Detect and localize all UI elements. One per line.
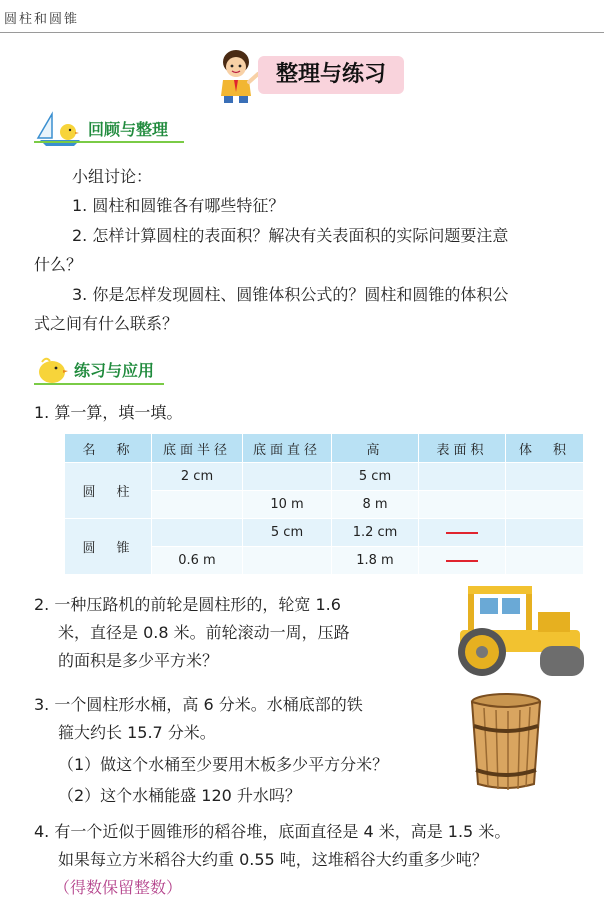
review-question-3: 3. 你是怎样发现圆柱、圆锥体积公式的？圆柱和圆锥的体积公 — [72, 285, 509, 304]
exercise-3-part-2: （2）这个水桶能盛 120 升水吗？ — [58, 786, 301, 805]
review-question-3-cont: 式之间有什么联系？ — [34, 314, 179, 333]
row-label-cylinder: 圆 柱 — [65, 463, 152, 519]
cell-radius: 2 cm — [152, 463, 243, 491]
cell-surface-blank[interactable] — [419, 463, 506, 491]
exercise-3-line-1: 3. 一个圆柱形水桶，高 6 分米。水桶底部的铁 — [34, 695, 363, 714]
cell-volume-blank[interactable] — [506, 491, 584, 519]
table-header-row — [65, 434, 584, 463]
cell-diameter — [243, 547, 332, 575]
cell-height: 5 cm — [332, 463, 419, 491]
not-applicable-dash — [446, 560, 478, 562]
cell-diameter: 5 cm — [243, 519, 332, 547]
cell-volume-blank[interactable] — [506, 547, 584, 575]
review-question-2: 2. 怎样计算圆柱的表面积？解决有关表面积的实际问题要注意 — [72, 226, 509, 245]
cell-volume-blank[interactable] — [506, 463, 584, 491]
exercise-3-line-2: 箍大约长 15.7 分米。 — [58, 723, 216, 742]
cell-radius — [152, 519, 243, 547]
col-header-volume: 体 积 — [506, 434, 584, 463]
exercise-3-part-1: （1）做这个水桶至少要用木板多少平方分米？ — [58, 755, 389, 774]
cell-radius: 0.6 m — [152, 547, 243, 575]
table-row — [65, 463, 584, 491]
dimension-table — [64, 433, 584, 575]
chick-icon — [34, 352, 70, 386]
wooden-bucket-icon — [466, 692, 546, 794]
col-header-name: 名 称 — [65, 434, 152, 463]
exercise-2-line-2: 米，直径是 0.8 米。前轮滚动一周，压路 — [58, 623, 350, 642]
table-row — [65, 519, 584, 547]
cell-height: 1.2 cm — [332, 519, 419, 547]
review-question-2-cont: 什么？ — [34, 255, 83, 274]
exercise-4-hint: （得数保留整数） — [54, 878, 183, 897]
exercise-2-line-1: 2. 一种压路机的前轮是圆柱形的，轮宽 1.6 — [34, 595, 341, 614]
cell-diameter: 10 m — [243, 491, 332, 519]
col-header-height: 高 — [332, 434, 419, 463]
boy-mascot-icon — [214, 48, 262, 104]
exercise-4-line-1: 4. 有一个近似于圆锥形的稻谷堆，底面直径是 4 米，高是 1.5 米。 — [34, 822, 511, 841]
practice-underline — [34, 383, 164, 385]
exercise-2-line-3: 的面积是多少平方米？ — [58, 651, 219, 670]
practice-heading: 练习与应用 — [74, 361, 155, 380]
exercise-4-line-2: 如果每立方米稻谷大约重 0.55 吨，这堆稻谷大约重多少吨？ — [58, 850, 488, 869]
not-applicable-dash — [446, 532, 478, 534]
page-title: 整理与练习 — [258, 56, 404, 94]
col-header-diameter: 底面直径 — [243, 434, 332, 463]
col-header-radius: 底面半径 — [152, 434, 243, 463]
header-divider — [0, 32, 604, 33]
cell-surface-blank[interactable] — [419, 491, 506, 519]
discussion-intro: 小组讨论： — [72, 167, 153, 186]
row-label-cone: 圆 锥 — [65, 519, 152, 575]
exercise-1: 1. 算一算，填一填。 — [34, 403, 183, 422]
col-header-surface: 表面积 — [419, 434, 506, 463]
cell-surface-na — [419, 547, 506, 575]
title-area — [214, 48, 414, 104]
cell-surface-na — [419, 519, 506, 547]
cell-radius — [152, 491, 243, 519]
review-question-1: 1. 圆柱和圆锥各有哪些特征？ — [72, 196, 285, 215]
cell-height: 1.8 m — [332, 547, 419, 575]
review-heading: 回顾与整理 — [88, 120, 169, 139]
cell-volume-blank[interactable] — [506, 519, 584, 547]
road-roller-icon — [450, 582, 590, 680]
cell-height: 8 m — [332, 491, 419, 519]
review-underline — [34, 141, 184, 143]
chapter-label: 圆柱和圆锥 — [4, 12, 80, 27]
cell-diameter — [243, 463, 332, 491]
